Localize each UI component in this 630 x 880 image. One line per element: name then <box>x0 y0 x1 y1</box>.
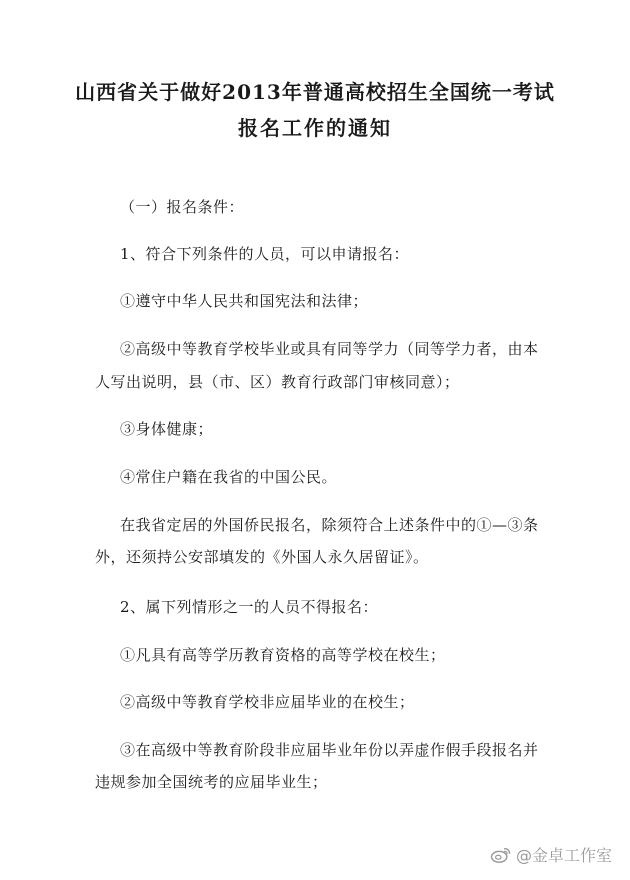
watermark-text: @金卓工作室 <box>515 846 612 865</box>
item1-condition-c: ③身体健康； <box>120 420 214 438</box>
document-title-line-2: 报名工作的通知 <box>238 116 392 140</box>
item1-condition-a: ①遵守中华人民共和国宪法和法律； <box>120 292 369 310</box>
weibo-icon <box>490 846 512 864</box>
overseas-note-line1: 在我省定居的外国侨民报名，除须符合上述条件中的①—③条 <box>120 516 539 534</box>
weibo-watermark <box>490 843 612 866</box>
section-heading-conditions: （一）报名条件： <box>120 198 245 216</box>
document-title-line-1: 山西省关于做好2013年普通高校招生全国统一考试 <box>75 80 555 104</box>
item2-exclusion-b: ②高级中等教育学校非应届毕业的在校生； <box>120 693 415 711</box>
item2-exclusion-c-line1: ③在高级中等教育阶段非应届毕业年份以弄虚作假手段报名并 <box>120 741 539 759</box>
item2-heading: 2、属下列情形之一的人员不得报名： <box>120 598 379 616</box>
item1-condition-d: ④常住户籍在我省的中国公民。 <box>120 468 338 486</box>
item1-condition-b-line1: ②高级中等教育学校毕业或具有同等学力（同等学力者，由本 <box>120 340 539 358</box>
item1-heading: 1、符合下列条件的人员，可以申请报名： <box>120 245 410 263</box>
item2-exclusion-c-line2: 违规参加全国统考的应届毕业生； <box>95 773 328 791</box>
overseas-note-line2: 外，还须持公安部填发的《外国人永久居留证》。 <box>95 548 429 566</box>
item2-exclusion-a: ①凡具有高等学历教育资格的高等学校在校生； <box>120 646 446 664</box>
item1-condition-b-line2: 人写出说明，县（市、区）教育行政部门审核同意）； <box>95 373 460 391</box>
